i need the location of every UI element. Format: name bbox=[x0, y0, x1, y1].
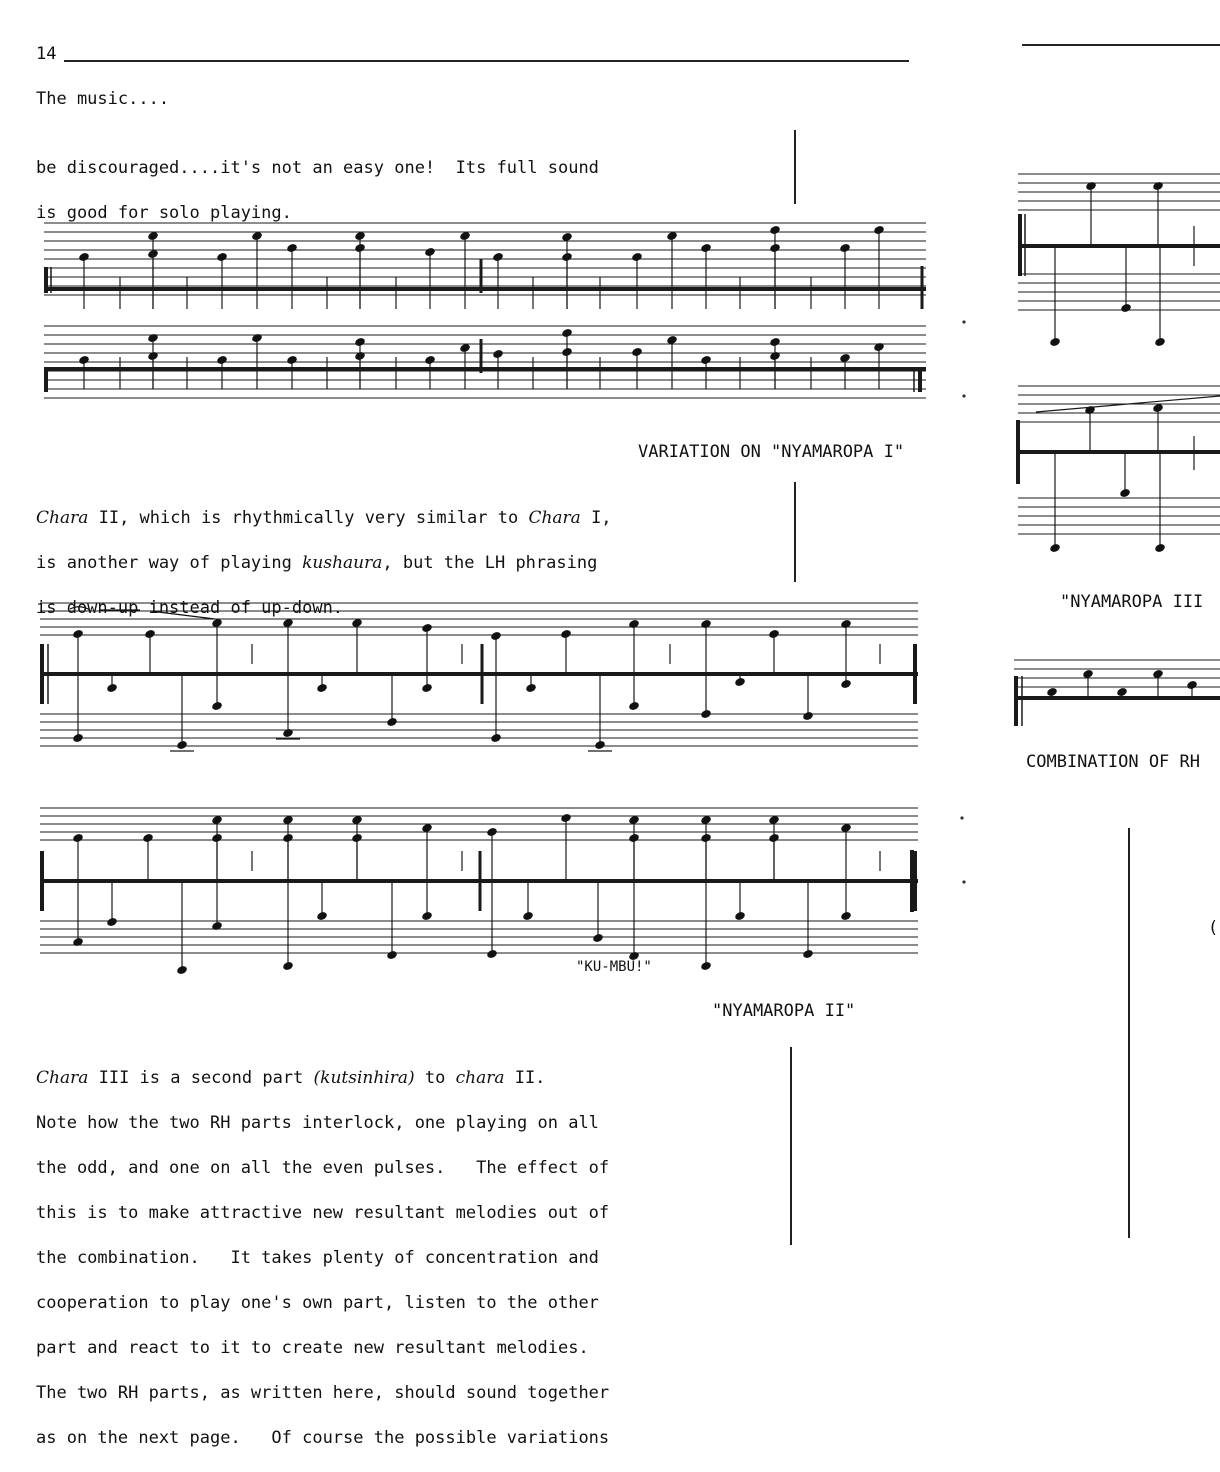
note-head bbox=[72, 833, 84, 844]
note-head bbox=[424, 247, 436, 258]
caption-nyamaropa-3: "NYAMAROPA III bbox=[1060, 592, 1204, 612]
paragraph-line: the combination. It takes plenty of concentration and bbox=[36, 1247, 599, 1268]
text-run: II, which is rhythmically very similar to bbox=[88, 507, 529, 528]
note-head bbox=[628, 833, 640, 844]
note-head bbox=[106, 683, 118, 694]
kumbu-label: "KU-MBU!" bbox=[576, 959, 652, 975]
note-head bbox=[1116, 687, 1128, 698]
paren-mark: ( bbox=[1208, 918, 1219, 938]
note-head bbox=[1084, 405, 1096, 416]
note-head bbox=[873, 225, 885, 236]
note-head bbox=[72, 937, 84, 948]
note-head bbox=[628, 701, 640, 712]
note-head bbox=[176, 965, 188, 976]
note-head bbox=[768, 833, 780, 844]
note-head bbox=[1049, 543, 1061, 554]
note-head bbox=[286, 243, 298, 254]
note-head bbox=[628, 951, 640, 962]
note-head bbox=[700, 355, 712, 366]
note-head bbox=[839, 243, 851, 254]
note-head bbox=[421, 623, 433, 634]
note-head bbox=[840, 911, 852, 922]
note-head bbox=[631, 252, 643, 263]
term: kushaura bbox=[302, 552, 383, 573]
note-head bbox=[525, 683, 537, 694]
caption-variation-nyamaropa-1: VARIATION ON "NYAMAROPA I" bbox=[638, 442, 905, 462]
caption-combination: COMBINATION OF RH bbox=[1026, 752, 1200, 772]
note-head bbox=[490, 631, 502, 642]
note-head bbox=[560, 813, 572, 824]
note-head bbox=[78, 355, 90, 366]
text-run: to bbox=[414, 1067, 456, 1088]
note-head bbox=[421, 911, 433, 922]
note-head bbox=[700, 833, 712, 844]
note-head bbox=[1186, 680, 1198, 691]
note-head bbox=[316, 911, 328, 922]
note-head bbox=[802, 949, 814, 960]
note-head bbox=[282, 728, 294, 739]
note-head bbox=[873, 342, 885, 353]
note-head bbox=[144, 629, 156, 640]
note-head bbox=[1154, 543, 1166, 554]
note-head bbox=[351, 833, 363, 844]
note-head bbox=[594, 740, 606, 751]
note-head bbox=[592, 933, 604, 944]
note-head bbox=[802, 711, 814, 722]
note-head bbox=[560, 629, 572, 640]
note-head bbox=[106, 917, 118, 928]
note-head bbox=[72, 629, 84, 640]
note-head bbox=[1152, 181, 1164, 192]
term: chara bbox=[455, 1067, 505, 1088]
text-run: I, bbox=[580, 507, 612, 528]
note-head bbox=[1049, 337, 1061, 348]
paragraph-line: the odd, and one on all the even pulses. The effect of bbox=[36, 1157, 610, 1178]
note-head bbox=[216, 355, 228, 366]
note-head bbox=[631, 347, 643, 358]
note-head bbox=[840, 679, 852, 690]
note-head bbox=[421, 683, 433, 694]
margin-speck bbox=[960, 816, 963, 819]
note-head bbox=[734, 677, 746, 688]
note-head bbox=[211, 921, 223, 932]
note-head bbox=[486, 949, 498, 960]
term: Chara bbox=[36, 1067, 89, 1088]
note-head bbox=[768, 629, 780, 640]
note-head bbox=[1085, 181, 1097, 192]
note-head bbox=[282, 833, 294, 844]
note-head bbox=[282, 961, 294, 972]
note-head bbox=[354, 337, 366, 348]
note-head bbox=[628, 619, 640, 630]
note-head bbox=[490, 733, 502, 744]
margin-speck bbox=[962, 880, 965, 883]
paragraph-line: The two RH parts, as written here, should sound together bbox=[36, 1382, 610, 1403]
note-head bbox=[78, 252, 90, 263]
text-run: is another way of playing bbox=[36, 552, 303, 573]
note-head bbox=[734, 911, 746, 922]
note-head bbox=[316, 683, 328, 694]
paragraph-line: this is to make attractive new resultant melodies out of bbox=[36, 1202, 610, 1223]
note-head bbox=[700, 961, 712, 972]
note-head bbox=[522, 911, 534, 922]
paragraph-line: be discouraged....it's not an easy one! Its full sound bbox=[36, 157, 599, 178]
term: Chara bbox=[36, 507, 89, 528]
text-run: , but the LH phrasing bbox=[382, 552, 598, 573]
note-head bbox=[72, 733, 84, 744]
note-head bbox=[142, 833, 154, 844]
note-head bbox=[1119, 488, 1131, 499]
paragraph-line: cooperation to play one's own part, listen to the other bbox=[36, 1292, 599, 1313]
note-head bbox=[1046, 687, 1058, 698]
note-head bbox=[211, 701, 223, 712]
note-head bbox=[486, 827, 498, 838]
paragraph-line: is down-up instead of up-down. bbox=[36, 597, 344, 618]
page-number: 14 bbox=[36, 44, 57, 64]
paragraph-line: as on the next page. Of course the possible variations bbox=[36, 1427, 610, 1448]
paragraph-line: part and react to it to create new resultant melodies. bbox=[36, 1337, 589, 1358]
note-head bbox=[700, 709, 712, 720]
text-run: II. bbox=[504, 1067, 546, 1088]
note-head bbox=[769, 225, 781, 236]
note-head bbox=[251, 333, 263, 344]
note-head bbox=[1154, 337, 1166, 348]
note-head bbox=[286, 355, 298, 366]
paragraph-line: is good for solo playing. bbox=[36, 202, 292, 223]
note-head bbox=[840, 619, 852, 630]
note-head bbox=[216, 252, 228, 263]
term: Chara bbox=[528, 507, 581, 528]
note-head bbox=[211, 833, 223, 844]
margin-speck bbox=[962, 394, 965, 397]
caption-nyamaropa-2: "NYAMAROPA II" bbox=[712, 1001, 856, 1021]
text-run: III is a second part bbox=[88, 1067, 314, 1088]
note-head bbox=[492, 349, 504, 360]
note-head bbox=[492, 252, 504, 263]
term: (kutsinhira) bbox=[313, 1067, 415, 1088]
note-head bbox=[769, 337, 781, 348]
note-head bbox=[1120, 303, 1132, 314]
slur-mark bbox=[70, 607, 215, 619]
paragraph-line: Note how the two RH parts interlock, one playing on all bbox=[36, 1112, 599, 1133]
note-head bbox=[176, 740, 188, 751]
note-head bbox=[561, 328, 573, 339]
note-head bbox=[424, 355, 436, 366]
note-head bbox=[147, 333, 159, 344]
margin-speck bbox=[962, 320, 965, 323]
note-head bbox=[700, 619, 712, 630]
note-head bbox=[700, 243, 712, 254]
section-heading: The music.... bbox=[36, 89, 170, 109]
note-head bbox=[386, 717, 398, 728]
note-head bbox=[386, 950, 398, 961]
